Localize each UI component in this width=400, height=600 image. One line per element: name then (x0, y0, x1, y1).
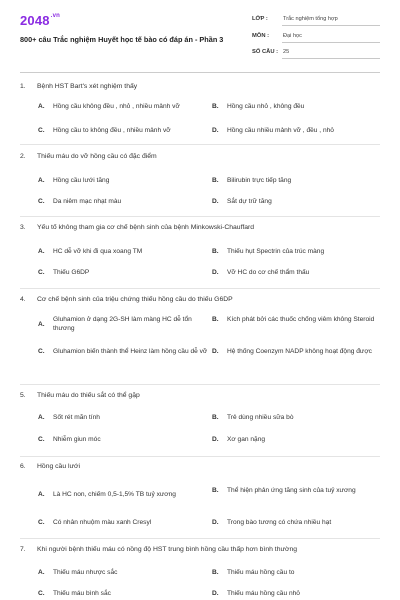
question-divider (20, 456, 380, 457)
meta-label: MÔN : (252, 33, 270, 39)
option-a[interactable]: A. Gluhamion ở dạng 2G-SH làm màng HC dễ tổn thương (38, 316, 192, 332)
question-divider (20, 288, 380, 289)
question-divider (20, 384, 380, 385)
option-a[interactable]: A. Hồng cầu không đều , nhỏ , nhiều mảnh vỡ (38, 103, 180, 110)
question-1 (20, 82, 380, 144)
meta-row-count (252, 45, 380, 59)
document-header (0, 0, 400, 76)
option-c[interactable]: C. Gluhamion biến thành thể Heinz làm hồng cầu dễ vỡ (38, 348, 208, 355)
option-a[interactable]: A. HC dễ vỡ khi đi qua xoang TM (38, 248, 143, 255)
question-stem: 3. Yếu tố không tham gia cơ chế bệnh sinh của bệnh Minkowski-Chauffard (20, 224, 255, 231)
meta-row-subject (252, 29, 380, 43)
question-6 (20, 462, 380, 534)
meta-value: Đại học (282, 30, 380, 43)
option-c[interactable]: C. Da niêm mạc nhạt màu (38, 198, 122, 205)
option-d[interactable]: D. Xơ gan nặng (212, 436, 266, 443)
option-c[interactable]: C. Nhiễm giun móc (38, 436, 101, 443)
option-d[interactable]: D. Hồng cầu nhiều mảnh vỡ , đều , nhỏ (212, 127, 334, 134)
site-logo[interactable] (20, 13, 60, 28)
question-stem: 2. Thiếu máu do vỡ hồng cầu có đặc điểm (20, 153, 157, 160)
meta-value: Trắc nghiệm tổng hợp (282, 13, 380, 26)
option-c[interactable]: C. Thiếu G6DP (38, 269, 90, 276)
option-b[interactable]: B. Trẻ dùng nhiều sữa bò (212, 414, 294, 421)
meta-label: SỐ CÂU : (252, 49, 279, 55)
question-divider (20, 144, 380, 145)
logo-tld: .vn (50, 13, 61, 19)
option-a[interactable]: A. Là HC non, chiếm 0,5-1,5% TB tuỷ xương (38, 491, 176, 498)
question-7 (20, 545, 380, 600)
question-stem: 4. Cơ chế bệnh sinh của triệu chứng thiếu hồng cầu do thiếu G6DP (20, 296, 233, 303)
meta-label: LỚP : (252, 16, 268, 22)
header-divider (20, 72, 380, 73)
question-3 (20, 223, 380, 285)
option-b[interactable]: B. Thể hiện phản ứng tăng sinh của tuỷ xương (212, 487, 356, 494)
question-divider (20, 538, 380, 539)
meta-row-class (252, 12, 380, 26)
logo-text: 2048 (20, 13, 50, 28)
option-c[interactable]: C. Thiếu máu bình sắc (38, 590, 111, 597)
question-stem: 7. Khi người bệnh thiếu máu có nồng độ HST trung bình hồng cầu thấp hơn bình thường (20, 546, 298, 553)
question-2 (20, 152, 380, 214)
option-a[interactable]: A. Thiếu máu nhược sắc (38, 569, 118, 576)
option-b[interactable]: B. Kích phát bởi các thuốc chống viêm không Steroid (212, 316, 375, 323)
option-a[interactable]: A. Sốt rét mãn tính (38, 414, 100, 421)
option-d[interactable]: D. Vỡ HC do cơ chế thẩm thấu (212, 269, 310, 276)
question-4 (20, 295, 380, 383)
option-c[interactable]: C. Có nhân nhuộm màu xanh Cresyl (38, 519, 152, 526)
question-stem: 1. Bệnh HST Bart's xét nghiệm thấy (20, 83, 138, 90)
option-c[interactable]: C. Hồng cầu to không đều , nhiều mảnh vỡ (38, 127, 171, 134)
option-a[interactable]: A. Hồng cầu lưới tăng (38, 177, 110, 184)
option-b[interactable]: B. Thiếu hụt Spectrin của trúc màng (212, 248, 325, 255)
option-d[interactable]: D. Thiếu máu hồng cầu nhỏ (212, 590, 300, 597)
option-b[interactable]: B. Bilirubin trực tiếp tăng (212, 177, 292, 184)
option-d[interactable]: D. Hệ thống Coenzym NADP không hoạt động được (212, 348, 372, 355)
question-5 (20, 391, 380, 453)
document-title: 800+ câu Trắc nghiệm Huyết học tế bào có đáp án - Phần 3 (20, 35, 224, 44)
question-stem: 6. Hồng cầu lưới (20, 463, 81, 470)
question-stem: 5. Thiếu máu do thiếu sắt có thể gặp (20, 392, 140, 399)
option-b[interactable]: B. Hồng cầu nhỏ , không đều (212, 103, 305, 110)
option-d[interactable]: D. Sắt dự trữ tăng (212, 198, 272, 205)
meta-value: 25 (282, 46, 380, 59)
option-d[interactable]: D. Trong bào tương có chứa nhiều hạt (212, 519, 332, 526)
option-b[interactable]: B. Thiếu máu hồng cầu to (212, 569, 295, 576)
question-divider (20, 216, 380, 217)
